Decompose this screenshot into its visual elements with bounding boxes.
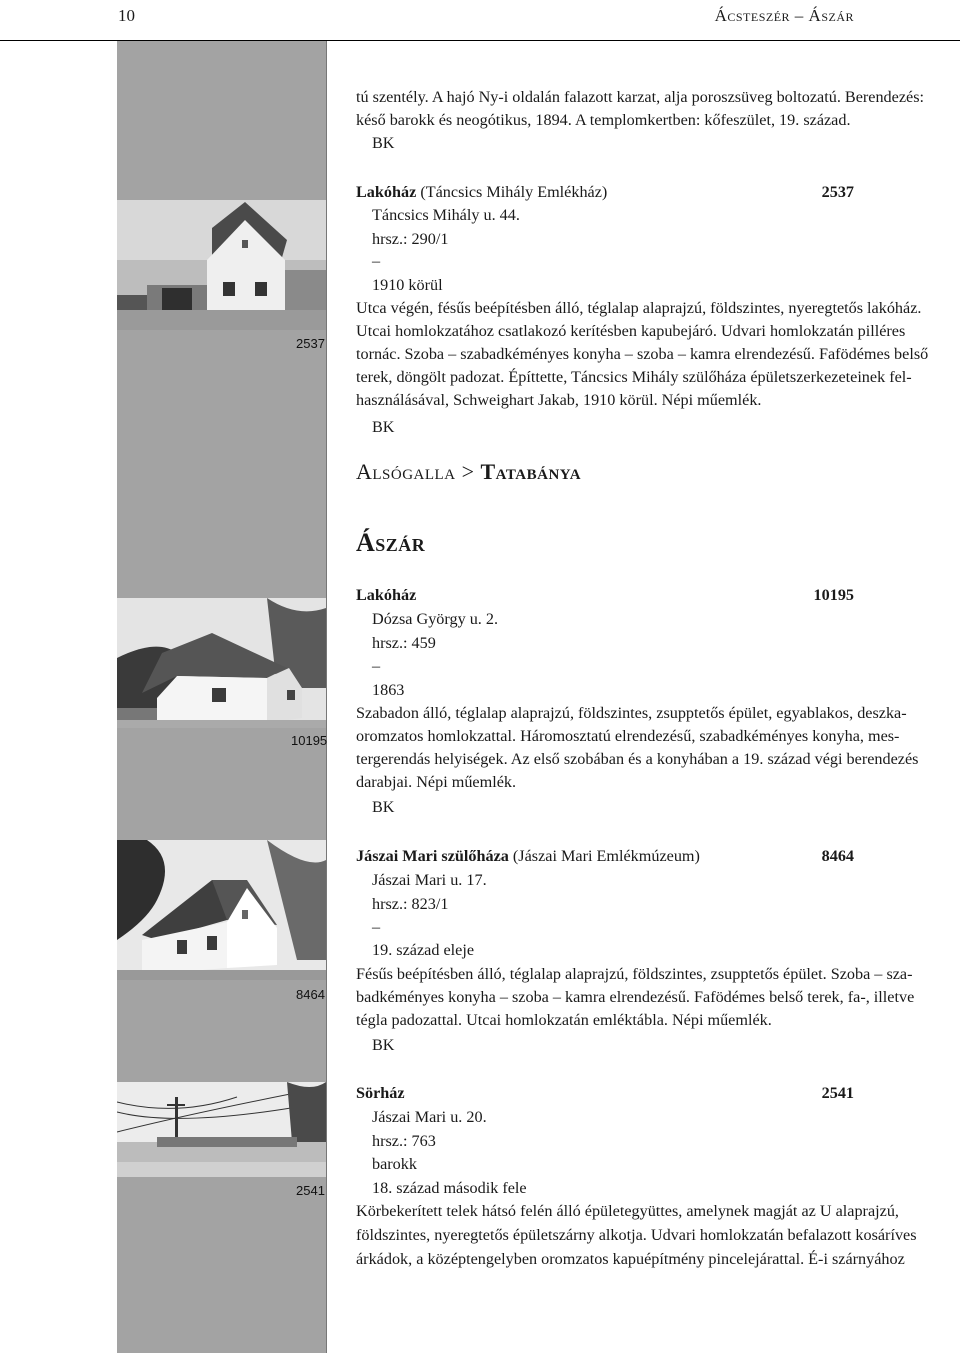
entry-10195-hrsz: hrsz.: 459 [372,634,436,652]
entry-2541-line-3: árkádok, a középtengelyben oromzatos kapuépítmény pincelejárattal. É-i szárnyához [356,1250,905,1268]
running-title: Ácsteszér – Ászár [714,6,854,25]
intro-author: BK [372,134,395,152]
entry-10195-address: Dózsa György u. 2. [372,610,499,628]
entry-10195-date: 1863 [372,681,405,699]
entry-2537-line-5: használásával, Schweighart Jakab, 1910 körül. Népi műemlék. [356,391,762,409]
entry-8464-line-3: tégla padozattal. Utcai homlokzatán emléktábla. Népi műemlék. [356,1011,772,1029]
entry-10195-line-3: tergerendás helyiségek. Az első szobában és a konyhában a 19. század végi berendezés [356,750,919,768]
entry-8464-number: 8464 [821,847,854,865]
entry-10195-line-1: Szabadon álló, téglalap alaprajzú, földszintes, zsupptetős épület, egyablakos, deszka- [356,704,907,722]
entry-2541-hrsz: hrsz.: 763 [372,1132,436,1150]
entry-8464-date: 19. század eleje [372,941,475,959]
entry-10195-title: Lakóház [356,586,417,604]
photo-id-2541: 2541 [296,1183,325,1198]
page-number: 10 [118,6,135,25]
town-heading: Ászár [356,528,426,557]
entry-2537-number: 2537 [821,183,854,201]
sidebar-divider [326,41,327,1353]
entry-8464-line-2: badkéményes konyha – szoba – kamra elrendezésű. Fafödémes belső terek, fa-, illetve [356,988,915,1006]
photo-10195 [117,598,326,728]
crossref-to: Tatabánya [480,459,582,484]
entry-2537-hrsz: hrsz.: 290/1 [372,230,449,248]
entry-2541-line-2: földszintes, nyeregtetős épületszárny alkotja. Udvari homlokzatán befalazott kosáríves [356,1226,917,1244]
entry-2537-header [356,181,854,204]
entry-2541-title: Sörház [356,1084,405,1102]
entry-2537-title: Lakóház [356,183,417,201]
entry-2537-author: BK [372,418,395,436]
entry-10195-author: BK [372,798,395,816]
entry-8464-line-1: Fésűs beépítésben álló, téglalap alaprajzú, földszintes, zsupptetős épület. Szoba – sza- [356,965,913,983]
entry-2541-number: 2541 [821,1084,854,1102]
entry-2537-line-3: tornác. Szoba – szabadkéményes konyha – szoba – kamra elrendezésű. Fafödémes belső [356,345,929,363]
entry-2541-line-1: Körbekerített telek hátsó felén álló épületegyüttes, amelynek magját az U alaprajzú, [356,1202,899,1220]
crossref-arrow: > [455,459,481,484]
entry-2537-line-4: terek, döngölt padozat. Építtette, Táncsics Mihály szülőháza épületszerkezeteinek fel- [356,368,912,386]
entry-10195-line-2: oromzatos homlokzattal. Háromosztatú elrendezésű, szabadkéményes konyha, mes- [356,727,900,745]
entry-2537-subtitle: (Táncsics Mihály Emlékház) [416,183,608,201]
entry-8464-header [356,845,854,868]
photo-8464 [117,840,326,980]
entry-2541-style: barokk [372,1155,417,1173]
entry-2541-address: Jászai Mari u. 20. [372,1108,487,1126]
crossref-from: Alsógalla [356,459,456,484]
intro-line-1: tú szentély. A hajó Ny-i oldalán falazott karzat, alja poroszsüveg boltozatú. Berendezés: [356,88,925,106]
entry-10195-number: 10195 [813,586,854,604]
entry-10195-header [356,584,854,607]
entry-8464-author: BK [372,1036,395,1054]
entry-8464-dash: – [372,918,381,936]
entry-8464-subtitle: (Jászai Mari Emlékmúzeum) [508,847,700,865]
entry-2541-header [356,1082,854,1105]
photo-id-10195: 10195 [291,733,328,748]
entry-2537-line-2: Utcai homlokzatához csatlakozó kerítésben kapubejáró. Udvari homlokzatán pilléres [356,322,906,340]
entry-2537-address: Táncsics Mihály u. 44. [372,206,520,224]
entry-8464-address: Jászai Mari u. 17. [372,871,487,889]
photo-id-8464: 8464 [296,987,325,1002]
entry-2537-dash: – [372,252,381,270]
entry-2541-date: 18. század második fele [372,1179,527,1197]
photo-2537 [117,200,326,330]
entry-8464-title: Jászai Mari szülőháza [356,847,509,865]
photo-id-2537: 2537 [296,336,325,351]
entry-10195-line-4: darabjai. Népi műemlék. [356,773,517,791]
intro-line-2: késő barokk és neogótikus, 1894. A templomkertben: kőfeszület, 19. század. [356,111,851,129]
entry-8464-hrsz: hrsz.: 823/1 [372,895,449,913]
entry-2537-date: 1910 körül [372,276,443,294]
photo-2541 [117,1082,326,1177]
cross-reference [356,459,581,485]
entry-10195-dash: – [372,657,381,675]
entry-2537-line-1: Utca végén, fésűs beépítésben álló, téglalap alaprajzú, földszintes, nyeregtetős lakóház. [356,299,922,317]
